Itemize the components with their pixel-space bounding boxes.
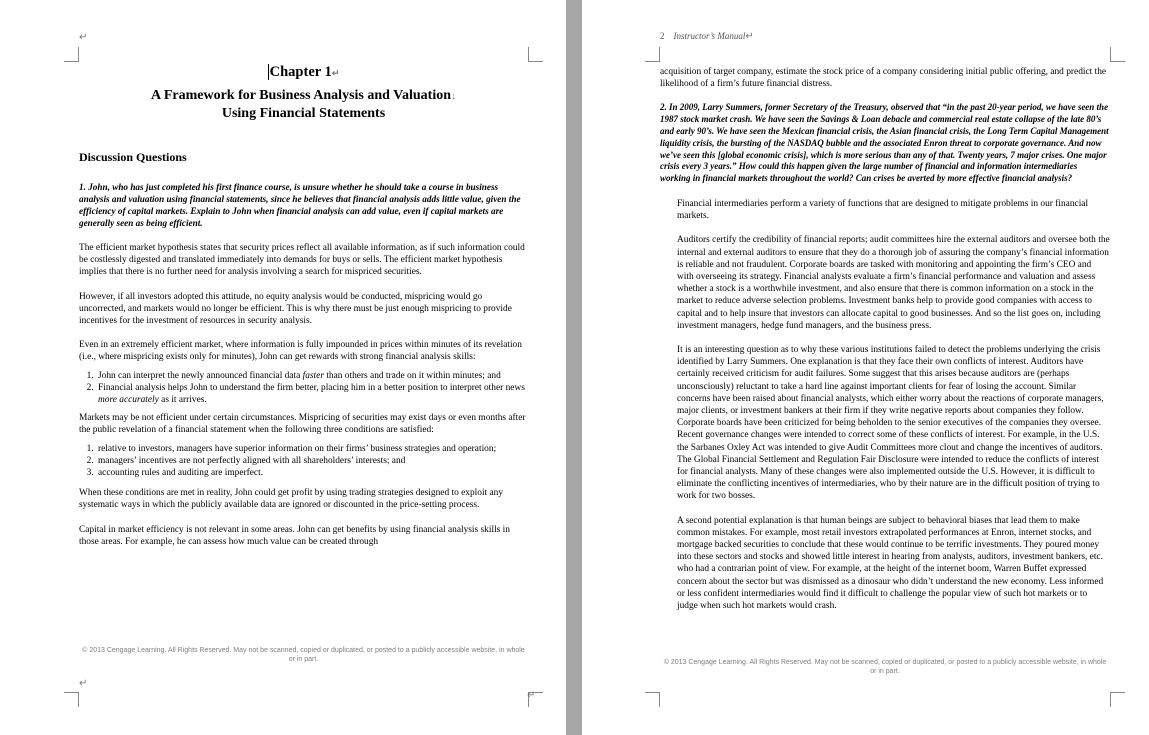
crop-mark-bottom-left [645, 692, 660, 707]
paragraph-rewards: Even in an extremely efficient market, where information is fully impounded in prices within minutes of its revelation (i.e., where mispricing exists only for minutes), John can get rewards with strong financial analysis skills: [79, 340, 522, 363]
right-page-body [660, 66, 1110, 612]
crop-mark-top-left [64, 47, 79, 62]
crop-mark-bottom-left [64, 692, 79, 707]
list-item: 1. John can interpret the newly announced financial data faster than others and trade on it within minutes; and [96, 370, 528, 382]
paragraph-conflicts: It is an interesting question as to why these various institutions failed to detect the problems underlying the crisis identified by Larry Summers. One explanation is that they face their own conflicts of interest. Auditors have certainly received criticism for audit failures. Some suggest that this arises because auditors are (perhaps unconsciously) reluctant to take a hard line against important clients for fear of losing the account. Similar concerns have been raised about financial analysts, which either worry about the reactions of corporate managers, major clients, or investment bankers at their firm if they write negative reports about companies they follow. Corporate boards have been criticized for being beholden to the senior executives of the companies they oversee. Recent governance changes were intended to correct some of these conflicts of interest. For example, in the U.S. the Sarbanes Oxley Act was intended to give Audit Committees more clout and change the incentives of auditors. The Global Financial Settlement and Regulation Fair Disclosure were intended to reduce the conflicts of interest for financial analysts. Many of these changes were also implemented outside the U.S. However, it is difficult to eliminate the conflicting incentives of intermediaries, who by their nature are in the difficult position of trying to work for two bosses. [677, 345, 1104, 502]
crop-mark-top-right [1110, 47, 1125, 62]
page-number: 2 [660, 31, 665, 41]
paragraph-conditions: Markets may be not efficient under certain circumstances. Mispricing of securities may exist days or even months after the public revelation of a financial statement when the following three conditions are satisfied: [79, 413, 526, 436]
header-paragraph-mark: ↵ [79, 32, 88, 43]
question-1: 1. John, who has just completed his first finance course, is unsure whether he should take a course in business analysis and valuation using financial statements, since he believes that financial analysis adds little value, given the efficiency of capital markets. Explain to John when financial analysis can add value, even if capital markets are generally seen as being efficient. [79, 182, 521, 228]
left-page-body [79, 64, 528, 548]
left-footer: © 2013 Cengage Learning. All Rights Reserved. May not be scanned, copied or duplicated, or posted to a publicly accessible website, in whole or in part. [82, 647, 525, 663]
paragraph-trading-strategies: When these conditions are met in reality, John could get profit by using trading strategies designed to exploit any systematic ways in which the publicly available data are ignored or discounted in the price-setting process. [79, 488, 504, 511]
paragraph-mispricing: However, if all investors adopted this attitude, no equity analysis would be conducted, mispricing would go uncorrected, and markets would no longer be efficient. This is why there must be just enough mispricing to provide incentives for the investment of resources in security analysis. [79, 291, 512, 327]
footer-paragraph-mark: ↵ [79, 678, 88, 689]
crop-mark-top-left [645, 47, 660, 62]
question-2: 2. In 2009, Larry Summers, former Secretary of the Treasury, observed that “in the past 20-year period, we have seen the 1987 stock market crash. We have seen the Savings & Loan debacle and commercial real estate collapse of the late 80’s and early 90’s. We have seen the Mexican financial crisis, the Asian financial crisis, the Long Term Capital Management liquidity crisis, the bursting of the NASDAQ bubble and the associated Enron threat to corporate governance. And now we’ve seen this [global economic crisis], which is more serious than any of that. Twenty years, 7 major crises. One major crisis every 3 years.” How could this happen given the large number of financial and information intermediaries working in financial markets throughout the world? Can crises be averted by more effective financial analysis? [660, 102, 1109, 184]
paragraph-continued: acquisition of target company, estimate the stock price of a company considering initial public offering, and predict the likelihood of a firm’s future financial distress. [660, 67, 1107, 90]
crop-mark-top-right [528, 47, 543, 62]
crop-mark-bottom-right [1110, 692, 1125, 707]
list-item: 1. relative to investors, managers have superior information on their firms’ business strategies and operation; [96, 443, 528, 455]
page-left [0, 0, 566, 735]
list-item: 3. accounting rules and auditing are imperfect. [96, 467, 528, 479]
skills-list [79, 370, 528, 407]
list-item: 2. Financial analysis helps John to understand the firm better, placing him in a better position to interpret other news more accurately as it arrives. [96, 382, 528, 406]
list-item: 2. managers’ incentives are not perfectly aligned with all shareholders’ interests; and [96, 455, 528, 467]
chapter-title: Chapter 1↵ [269, 64, 340, 80]
right-footer: © 2013 Cengage Learning. All Rights Reserved. May not be scanned, copied or duplicated, or posted to a publicly accessible website, in whole or in part. [663, 659, 1107, 675]
conditions-list [79, 443, 528, 480]
paragraph-intermediaries: Financial intermediaries perform a variety of functions that are designed to mitigate problems in our financial markets. [677, 198, 1089, 222]
paragraph-behavioral: A second potential explanation is that human beings are subject to behavioral biases that lead them to make common mistakes. For example, most retail investors extrapolated performances at Enron, internet stocks, and mortgage backed securities to conclude that these would continue to be terrific investments. They poured money into these sectors and stocks and showed little interest in hearing from analysts, auditors, investment bankers, etc. who had a contrarian point of view. For example, at the height of the internet boom, Warren Buffet expressed concern about the sector but was dismissed as a dinosaur who didn’t understand the new economy. Less informed or less confident intermediaries would find it difficult to challenge the popular view of such hot markets or to judge when such hot markets would crash. [677, 515, 1104, 612]
book-title: A Framework for Business Analysis and Valuation↓ Using Financial Statements [150, 88, 457, 121]
answer-block [660, 198, 1110, 612]
paragraph-capital: Capital in market efficiency is not relevant in some areas. John can get benefits by using financial analysis skills in those areas. For example, he can assess how much value can be created through [79, 524, 510, 547]
footer-end-mark: ↵ [527, 690, 536, 701]
paragraph-efficient-market: The efficient market hypothesis states that security prices reflect all available information, as if such information could be costlessly digested and translated immediately into demands for buys or sells. The efficient market hypothesis implies that there is no further need for analysis involving a search for mispriced securities. [79, 243, 525, 278]
running-header-title: Instructor’s Manual [673, 31, 746, 41]
section-heading: Discussion Questions [79, 150, 187, 164]
running-header: 2 Instructor’s Manual↵ [660, 31, 754, 42]
paragraph-auditors: Auditors certify the credibility of financial reports; audit committees hire the external auditors and oversee both the internal and external auditors to ensure that they do a thorough job of assuring the company’s financial information is reliable and not fraudulent. Corporate boards are tasked with monitoring and appointing the firm’s CEO and with overseeing its strategy. Financial analysts evaluate a firm’s financial performance and valuation and assess whether a stock is a worthwhile investment, and also ensure that there is common information on a stock in the market to reduce adverse selection problems. Investment banks help to provide good companies with access to capital and to help insure that investors can allocate capital to good businesses. And so the list goes on, including investment managers, hedge fund managers, and the business press. [677, 235, 1110, 331]
